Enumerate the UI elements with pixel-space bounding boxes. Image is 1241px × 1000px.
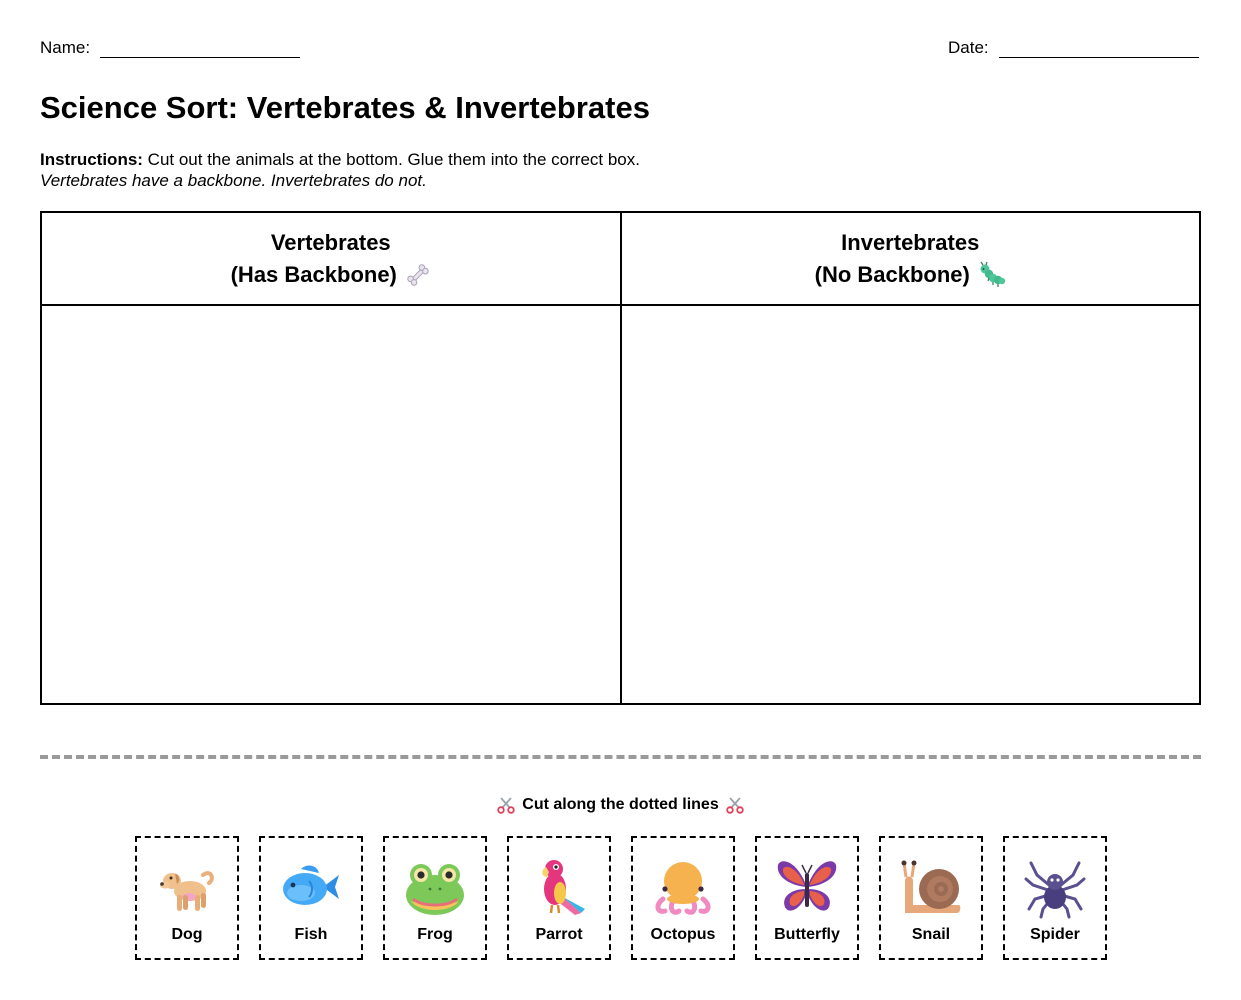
animal-card[interactable] — [383, 836, 487, 960]
instructions-note: Vertebrates have a backbone. Invertebrates do not. — [40, 171, 427, 190]
animal-card[interactable] — [507, 836, 611, 960]
cut-caption — [0, 796, 1241, 814]
column-header — [622, 213, 1200, 306]
column-subtitle: (No Backbone) — [814, 261, 970, 287]
animal-label: Octopus — [650, 926, 716, 943]
vertebrates-column — [42, 213, 620, 703]
animal-label: Fish — [294, 926, 328, 943]
instructions-label: Instructions: — [40, 150, 143, 169]
name-field — [40, 38, 300, 58]
scissors-icon — [497, 796, 515, 814]
animal-card[interactable] — [259, 836, 363, 960]
bug-icon — [978, 261, 1006, 289]
fish-icon — [279, 855, 343, 919]
animal-label: Frog — [417, 926, 453, 943]
animal-card[interactable] — [1003, 836, 1107, 960]
worksheet-title: Science Sort: Vertebrates & Invertebrates — [40, 90, 650, 125]
sort-table — [40, 211, 1201, 705]
column-header — [42, 213, 620, 306]
animal-card[interactable] — [879, 836, 983, 960]
animal-label: Snail — [911, 926, 951, 943]
invertebrates-column — [620, 213, 1200, 703]
invertebrates-drop-area — [622, 306, 1200, 703]
instructions-text: Cut out the animals at the bottom. Glue them into the correct box. — [142, 150, 640, 169]
butterfly-icon — [775, 855, 839, 919]
animal-label: Parrot — [535, 926, 583, 943]
date-blank-line — [999, 41, 1199, 58]
cut-caption-text: Cut along the dotted lines — [522, 796, 719, 813]
bone-icon — [405, 262, 431, 288]
spider-icon — [1023, 855, 1087, 919]
animal-label: Spider — [1030, 926, 1080, 943]
column-subtitle: (Has Backbone) — [230, 261, 397, 287]
animal-label: Dog — [171, 926, 203, 943]
animal-card[interactable] — [755, 836, 859, 960]
parrot-icon — [527, 855, 591, 919]
snail-icon — [899, 855, 963, 919]
vertebrates-drop-area — [42, 306, 620, 703]
scissors-icon — [726, 796, 744, 814]
dog-icon — [155, 855, 219, 919]
frog-icon — [403, 855, 467, 919]
column-title: Invertebrates — [841, 229, 980, 255]
instructions — [40, 149, 640, 191]
column-title: Vertebrates — [270, 229, 391, 255]
name-blank-line — [100, 41, 300, 58]
date-field — [948, 38, 1199, 58]
animal-card[interactable] — [631, 836, 735, 960]
octopus-icon — [651, 855, 715, 919]
animal-card[interactable] — [135, 836, 239, 960]
animal-label: Butterfly — [774, 926, 840, 943]
date-label: Date: — [948, 38, 989, 57]
animal-cards — [135, 836, 1107, 960]
name-label: Name: — [40, 38, 91, 57]
cut-dashed-line — [40, 755, 1201, 759]
